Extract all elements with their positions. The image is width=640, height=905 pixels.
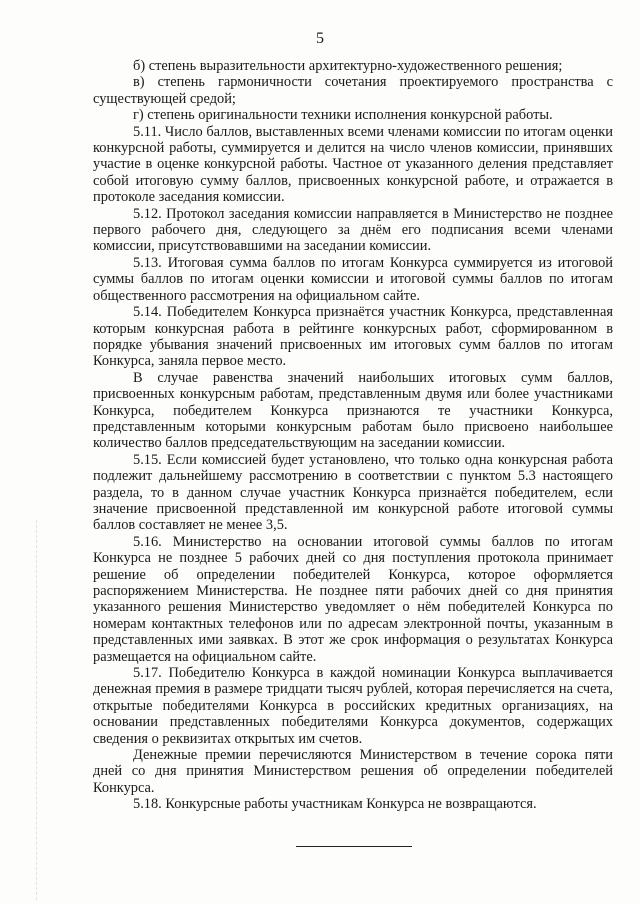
scan-margin-artifact — [36, 520, 41, 900]
paragraph-5-14-tie: В случае равенства значений наибольших итоговых сумм баллов, присвоенных конкурсным работам, представленным двумя или более участниками Конкурса, победителем Конкурса признаются те участники Конкурса, представленным которыми конкурсным работам было присвоено наибольшее количество баллов председательствующим на заседании комиссии. — [93, 369, 613, 452]
page-number: 5 — [316, 30, 324, 47]
paragraph-5-18: 5.18. Конкурсные работы участникам Конкурса не возвращаются. — [133, 796, 537, 813]
paragraph-5-11: 5.11. Число баллов, выставленных всеми членами комиссии по итогам оценки конкурсной работы, суммируется и делится на число членов комиссии, принявших участие в оценке конкурсной работы. Частное от указанного деления представляет собой итоговую сумму баллов, присвоенных конкурсной работе, и отражается в протоколе заседания комиссии. — [93, 123, 613, 206]
paragraph-item-g: г) степень оригинальности техники исполнения конкурсной работы. — [133, 107, 553, 124]
paragraph-5-16: 5.16. Министерство на основании итоговой суммы баллов по итогам Конкурса не позднее 5 рабочих дней со дня поступления протокола принимает решение об определении победителей Конкурса, которое оформляется распоряжением Министерства. Не позднее пяти рабочих дней со дня принятия указанного решения Министерство уведомляет о нём победителей Конкурса по номерам контактных телефонов или по адресам электронной почты, указанным в представленных ими заявках. В этот же срок информация о результатах Конкурса размещается на официальном сайте. — [93, 533, 613, 665]
end-of-document-rule — [296, 846, 412, 847]
paragraph-5-14: 5.14. Победителем Конкурса признаётся участник Конкурса, представленная которым конкурсная работа в рейтинге конкурсных работ, сформированном в порядке убывания значений присвоенных им итоговых сумм баллов по итогам Конкурса, заняла первое место. — [93, 304, 613, 370]
paragraph-item-v: в) степень гармоничности сочетания проектируемого пространства с существующей средой; — [93, 74, 613, 107]
paragraph-item-b: б) степень выразительности архитектурно-художественного решения; — [133, 58, 563, 74]
document-body — [93, 58, 613, 813]
paragraph-5-15: 5.15. Если комиссией будет установлено, что только одна конкурсная работа подлежит дальнейшему рассмотрению в соответствии с пунктом 5.3 настоящего раздела, то в данном случае участник Конкурса признаётся победителем, если значение присвоенной представленной им конкурсной работе итоговой суммы баллов составляет не менее 3,5. — [93, 451, 613, 534]
paragraph-5-17: 5.17. Победителю Конкурса в каждой номинации Конкурса выплачивается денежная премия в размере тридцати тысяч рублей, которая перечисляется на счета, открытые победителями Конкурса в российских кредитных организациях, на основании представленных победителями Конкурса документов, содержащих сведения о реквизитах открытых им счетов. — [93, 665, 613, 747]
paragraph-5-17-payment: Денежные премии перечисляются Министерством в течение сорока пяти дней со дня принятия Министерством решения об определении победителей Конкурса. — [93, 747, 613, 796]
paragraph-5-13: 5.13. Итоговая сумма баллов по итогам Конкурса суммируется из итоговой суммы баллов по итогам оценки комиссии и итоговой суммы баллов по итогам общественного рассмотрения на официальном сайте. — [93, 254, 613, 304]
paragraph-5-12: 5.12. Протокол заседания комиссии направляется в Министерство не позднее первого рабочего дня, следующего за днём его подписания всеми членами комиссии, присутствовавшими на заседании комиссии. — [93, 205, 613, 255]
